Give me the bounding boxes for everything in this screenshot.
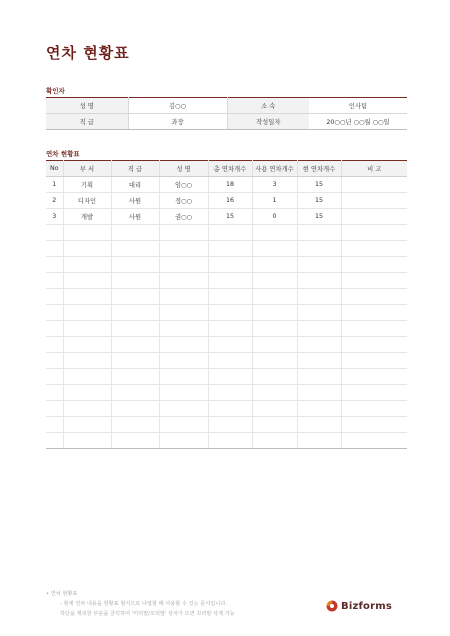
empty-cell[interactable] [252, 225, 297, 241]
confirm-section-label: 확인자 [46, 87, 65, 95]
document-title: 연차 현황표 [46, 44, 130, 62]
empty-cell[interactable] [159, 305, 208, 321]
footer-notes [46, 589, 235, 619]
cell-grade[interactable]: 사원 [111, 209, 159, 225]
empty-cell[interactable] [63, 273, 111, 289]
empty-cell[interactable] [46, 385, 63, 401]
empty-cell[interactable] [46, 369, 63, 385]
empty-cell[interactable] [63, 433, 111, 449]
table-row [46, 193, 407, 209]
date-label: 작성일자 [227, 114, 309, 130]
empty-cell[interactable] [208, 337, 252, 353]
empty-cell[interactable] [341, 385, 407, 401]
cell-total[interactable]: 16 [208, 193, 252, 209]
empty-cell[interactable] [159, 337, 208, 353]
empty-cell[interactable] [208, 353, 252, 369]
confirm-row-name [46, 98, 407, 114]
date-value[interactable]: 20○○년 ○○월 ○○일 [309, 114, 407, 130]
empty-cell[interactable] [297, 337, 341, 353]
cell-no[interactable]: 2 [46, 193, 63, 209]
empty-cell[interactable] [159, 385, 208, 401]
confirm-table [46, 97, 407, 130]
cell-remaining[interactable]: 15 [297, 209, 341, 225]
empty-cell[interactable] [297, 353, 341, 369]
cell-name[interactable]: 정○○ [159, 193, 208, 209]
empty-cell[interactable] [63, 225, 111, 241]
empty-cell[interactable] [63, 337, 111, 353]
cell-used[interactable]: 0 [252, 209, 297, 225]
empty-cell[interactable] [159, 273, 208, 289]
name-value[interactable]: 김○○ [128, 98, 227, 114]
empty-cell[interactable] [159, 257, 208, 273]
empty-cell[interactable] [252, 241, 297, 257]
empty-cell[interactable] [111, 241, 159, 257]
col-header-total: 총 연차개수 [208, 161, 252, 177]
empty-cell[interactable] [341, 353, 407, 369]
empty-cell[interactable] [159, 369, 208, 385]
empty-table-row [46, 417, 407, 433]
empty-cell[interactable] [111, 385, 159, 401]
cell-note[interactable] [341, 209, 407, 225]
footer-title-text: 연차 현황표 [50, 591, 78, 597]
footer-line-tip: 하단을 제외한 부분을 클릭하여 '머리말/꼬리말' 상자가 뜨면 꼬리말 삭제 가능 [60, 611, 235, 617]
table-row [46, 209, 407, 225]
empty-cell[interactable] [252, 273, 297, 289]
empty-cell[interactable] [63, 257, 111, 273]
empty-cell[interactable] [111, 289, 159, 305]
empty-cell[interactable] [208, 417, 252, 433]
empty-cell[interactable] [297, 225, 341, 241]
name-label: 성 명 [46, 98, 128, 114]
empty-table-row [46, 257, 407, 273]
cell-dept[interactable]: 디자인 [63, 193, 111, 209]
empty-cell[interactable] [297, 257, 341, 273]
empty-cell[interactable] [63, 241, 111, 257]
empty-cell[interactable] [63, 321, 111, 337]
cell-dept[interactable]: 개발 [63, 209, 111, 225]
empty-cell[interactable] [208, 385, 252, 401]
empty-cell[interactable] [341, 369, 407, 385]
empty-table-row [46, 401, 407, 417]
empty-cell[interactable] [46, 257, 63, 273]
empty-cell[interactable] [341, 257, 407, 273]
empty-cell[interactable] [297, 433, 341, 449]
empty-cell[interactable] [252, 289, 297, 305]
empty-table-row [46, 321, 407, 337]
empty-cell[interactable] [252, 369, 297, 385]
empty-cell[interactable] [159, 289, 208, 305]
empty-cell[interactable] [111, 273, 159, 289]
empty-cell[interactable] [46, 433, 63, 449]
empty-table-row [46, 337, 407, 353]
col-header-used: 사용 연차개수 [252, 161, 297, 177]
empty-cell[interactable] [111, 417, 159, 433]
empty-cell[interactable] [297, 401, 341, 417]
status-header-row [46, 161, 407, 177]
col-header-dept: 부 서 [63, 161, 111, 177]
empty-cell[interactable] [159, 225, 208, 241]
empty-cell[interactable] [159, 353, 208, 369]
empty-cell[interactable] [341, 401, 407, 417]
empty-table-row [46, 353, 407, 369]
empty-cell[interactable] [252, 401, 297, 417]
empty-cell[interactable] [63, 353, 111, 369]
dept-label: 소 속 [227, 98, 309, 114]
empty-table-row [46, 305, 407, 321]
empty-cell[interactable] [341, 321, 407, 337]
empty-cell[interactable] [297, 273, 341, 289]
empty-cell[interactable] [297, 417, 341, 433]
col-header-no: No [46, 161, 63, 177]
empty-cell[interactable] [252, 337, 297, 353]
empty-cell[interactable] [46, 401, 63, 417]
empty-table-row [46, 273, 407, 289]
empty-table-row [46, 385, 407, 401]
cell-no[interactable]: 3 [46, 209, 63, 225]
empty-cell[interactable] [46, 225, 63, 241]
empty-cell[interactable] [341, 289, 407, 305]
table-row [46, 177, 407, 193]
empty-cell[interactable] [111, 401, 159, 417]
empty-cell[interactable] [341, 225, 407, 241]
empty-cell[interactable] [63, 385, 111, 401]
empty-cell[interactable] [46, 241, 63, 257]
empty-cell[interactable] [63, 369, 111, 385]
empty-cell[interactable] [46, 353, 63, 369]
empty-cell[interactable] [297, 241, 341, 257]
cell-no[interactable]: 1 [46, 177, 63, 193]
empty-cell[interactable] [252, 321, 297, 337]
empty-cell[interactable] [63, 289, 111, 305]
confirm-row-grade [46, 114, 407, 130]
empty-cell[interactable] [111, 321, 159, 337]
empty-cell[interactable] [208, 305, 252, 321]
col-header-remaining: 현 연차개수 [297, 161, 341, 177]
cell-note[interactable] [341, 193, 407, 209]
empty-cell[interactable] [46, 289, 63, 305]
status-table [46, 160, 407, 449]
empty-cell[interactable] [252, 385, 297, 401]
empty-cell[interactable] [297, 369, 341, 385]
empty-cell[interactable] [111, 225, 159, 241]
cell-used[interactable]: 1 [252, 193, 297, 209]
empty-cell[interactable] [252, 305, 297, 321]
empty-cell[interactable] [252, 353, 297, 369]
empty-cell[interactable] [159, 401, 208, 417]
cell-name[interactable]: 임○○ [159, 177, 208, 193]
cell-remaining[interactable]: 15 [297, 193, 341, 209]
empty-cell[interactable] [46, 273, 63, 289]
empty-cell[interactable] [341, 241, 407, 257]
status-table-body [46, 177, 407, 449]
empty-cell[interactable] [159, 433, 208, 449]
cell-total[interactable]: 18 [208, 177, 252, 193]
cell-used[interactable]: 3 [252, 177, 297, 193]
empty-cell[interactable] [159, 321, 208, 337]
empty-cell[interactable] [252, 433, 297, 449]
dept-value[interactable]: 인사팀 [309, 98, 407, 114]
empty-cell[interactable] [297, 305, 341, 321]
empty-cell[interactable] [208, 369, 252, 385]
empty-cell[interactable] [63, 305, 111, 321]
grade-label: 직 급 [46, 114, 128, 130]
bizforms-logo [326, 600, 392, 612]
bizforms-logo-text: Bizforms [341, 600, 392, 612]
empty-cell[interactable] [208, 273, 252, 289]
empty-table-row [46, 433, 407, 449]
empty-cell[interactable] [341, 305, 407, 321]
empty-cell[interactable] [341, 337, 407, 353]
empty-cell[interactable] [111, 337, 159, 353]
cell-total[interactable]: 15 [208, 209, 252, 225]
cell-grade[interactable]: 대리 [111, 177, 159, 193]
cell-name[interactable]: 권○○ [159, 209, 208, 225]
empty-cell[interactable] [159, 417, 208, 433]
empty-cell[interactable] [111, 433, 159, 449]
empty-cell[interactable] [297, 321, 341, 337]
empty-cell[interactable] [159, 241, 208, 257]
empty-cell[interactable] [111, 305, 159, 321]
empty-cell[interactable] [208, 257, 252, 273]
empty-table-row [46, 225, 407, 241]
col-header-name: 성 명 [159, 161, 208, 177]
cell-dept[interactable]: 기획 [63, 177, 111, 193]
empty-cell[interactable] [46, 321, 63, 337]
empty-cell[interactable] [46, 417, 63, 433]
empty-cell[interactable] [252, 417, 297, 433]
footer-line-title: • 연차 현황표 [46, 591, 78, 597]
cell-note[interactable] [341, 177, 407, 193]
status-section-label: 연차 현황표 [46, 150, 80, 158]
empty-cell[interactable] [341, 273, 407, 289]
empty-cell[interactable] [297, 385, 341, 401]
empty-cell[interactable] [63, 401, 111, 417]
empty-table-row [46, 289, 407, 305]
col-header-grade: 직 급 [111, 161, 159, 177]
empty-cell[interactable] [297, 289, 341, 305]
col-header-note: 비 고 [341, 161, 407, 177]
empty-cell[interactable] [341, 417, 407, 433]
empty-table-row [46, 241, 407, 257]
empty-cell[interactable] [341, 433, 407, 449]
empty-cell[interactable] [46, 337, 63, 353]
empty-cell[interactable] [63, 417, 111, 433]
empty-cell[interactable] [111, 369, 159, 385]
bizforms-logo-icon [326, 600, 338, 612]
grade-value[interactable]: 과장 [128, 114, 227, 130]
empty-cell[interactable] [208, 289, 252, 305]
empty-cell[interactable] [208, 241, 252, 257]
empty-cell[interactable] [252, 257, 297, 273]
empty-cell[interactable] [208, 433, 252, 449]
empty-cell[interactable] [46, 305, 63, 321]
empty-cell[interactable] [111, 353, 159, 369]
cell-grade[interactable]: 사원 [111, 193, 159, 209]
empty-cell[interactable] [208, 401, 252, 417]
empty-cell[interactable] [208, 321, 252, 337]
footer-line-desc: - 현재 연차 내용을 현황표 형식으로 나열할 때 사용할 수 있는 문서입니다. [60, 601, 227, 607]
empty-table-row [46, 369, 407, 385]
cell-remaining[interactable]: 15 [297, 177, 341, 193]
empty-cell[interactable] [111, 257, 159, 273]
empty-cell[interactable] [208, 225, 252, 241]
